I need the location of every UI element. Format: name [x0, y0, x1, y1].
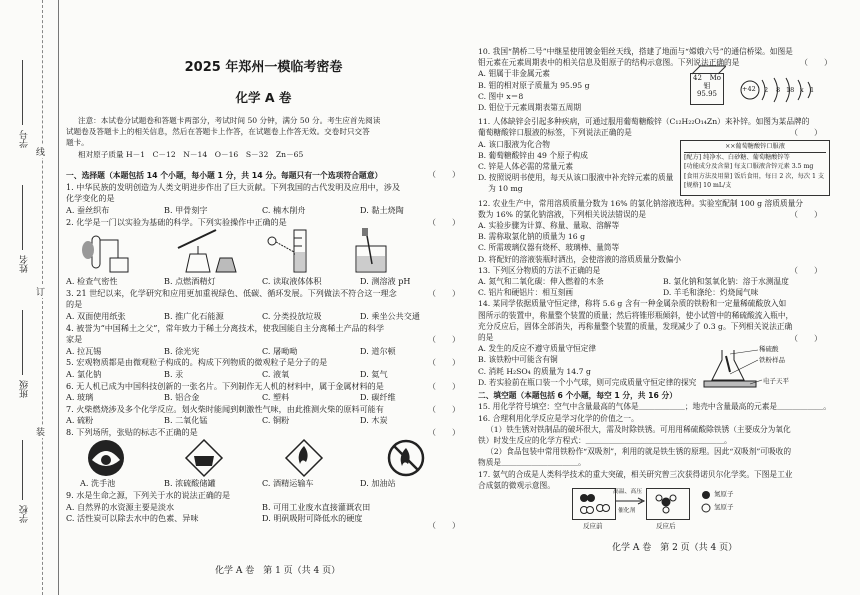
question-3-cont: 的是 [66, 299, 83, 310]
element-name: 钼 [703, 82, 711, 90]
option: B. 浓硫酸储罐 [164, 478, 216, 489]
product-label [680, 140, 830, 196]
answer-paren: （ ） [428, 382, 460, 391]
question-3-options [66, 311, 461, 323]
question-17-cont: 合成氨的微观示意图。 [478, 480, 555, 490]
question-9-options [66, 502, 461, 514]
page-1 [66, 0, 461, 525]
option: A. 洗手池 [80, 478, 116, 489]
option: D. 测溶液 pH [360, 276, 411, 287]
option: D. 羊毛和涤纶：灼烧闻气味 [663, 288, 759, 298]
notice-line: 试题卷及答题卡上的相关信息，然后在答题卡上作答，在试题卷上作答无效。交卷时只交答 [66, 126, 370, 136]
option: A. 钼属于非金属元素 [478, 69, 550, 79]
option: A. 氮气和二氧化碳：伸入燃着的木条 [478, 277, 604, 287]
option: C. 消耗 H₂SO₄ 的质量为 14.7 g [478, 366, 591, 376]
option: B. 二氧化锰 [164, 415, 208, 426]
question-12-cont: 数为 16% 的氯化钠溶液，下列相关说法错误的是 [478, 209, 647, 219]
question-3: 3. 21 世纪以来，化学研究和应用更加重视绿色、低碳、循环发展。下列做法不符合这一理念 [66, 287, 397, 298]
option: D. 道尔顿 [360, 345, 396, 356]
question-4: 4. 被誉为“中国稀土之父”，常年致力于稀土分离技术，使我国能自主分离稀土产品的科学 [66, 322, 385, 333]
question-14-cont: 图所示的装置中，称量整个装置的质量；然后将锥形瓶倾斜，使小试管中的稀硫酸流入瓶中， [478, 310, 794, 320]
option: D. 按照说明书使用，每天从该口服液中补充锌元素的质量 [478, 173, 674, 183]
answer-paren: （ ） [790, 210, 822, 219]
answer-paren: （ ） [428, 428, 460, 437]
answer-paren: （ ） [790, 266, 822, 275]
before-label: 反应前 [583, 522, 603, 530]
option: D. 将配好的溶液装瓶时洒出，会使溶液的溶质质量分数偏小 [478, 254, 681, 264]
option: B. 点燃酒精灯 [164, 276, 216, 287]
cut-mark-ding: 订 [36, 285, 45, 298]
option: A. 检查气密性 [66, 276, 118, 287]
option: C. 液氧 [262, 368, 290, 379]
option: B. 汞 [164, 368, 184, 379]
after-label: 反应后 [656, 522, 676, 530]
option: D. 明矾吸附可降低水的硬度 [262, 513, 363, 524]
option: C. 屠呦呦 [262, 345, 298, 356]
option: D. 加油站 [360, 478, 396, 489]
answer-paren: （ ） [790, 128, 822, 137]
option: B. 需称取氯化钠的质量为 16 g [478, 232, 586, 242]
nucleus-charge: +42 [742, 85, 756, 93]
option: B. 该铁粉中可能含有铜 [478, 355, 558, 365]
apparatus-label-acid: 稀硫酸 [759, 345, 779, 353]
answer-paren: （ ） [428, 218, 460, 227]
name-label: 姓名 [20, 255, 30, 273]
answer-paren: （ ） [428, 358, 460, 367]
option: D. 钼位于元素周期表第五周期 [478, 103, 582, 113]
option: C. 塑料 [262, 392, 290, 403]
apparatus-label-iron: 铁粉样品 [759, 356, 785, 364]
question-6-options [66, 392, 461, 404]
student-id-label: 学号 [20, 130, 30, 148]
option: D. 碳纤维 [360, 392, 396, 403]
option: A. 实验步骤为计算、称量、量取、溶解等 [478, 221, 620, 231]
answer-paren: （ ） [428, 170, 460, 179]
product-label-line: [规格] 10 mL/支 [684, 182, 732, 189]
question-6: 6. 无人机已成为中国科技创新的一张名片。下列制作无人机的材料中，属于金属材料的是 [66, 380, 384, 391]
option: 为 10 mg [478, 184, 523, 194]
question-13-options [478, 287, 848, 298]
option: D. 氦气 [360, 368, 388, 379]
option: C. 活性炭可以除去水中的色素、异味 [66, 513, 199, 524]
question-2-options [66, 276, 461, 288]
question-17: 17. 氨气的合成是人类科学技术的重大突破，相关研究曾三次获得诺贝尔化学奖。下图是工业 [478, 469, 793, 479]
reaction-condition: 高温、高压 [613, 489, 642, 495]
exam-title: 2025 年郑州一模临考密卷 [184, 60, 343, 75]
notice-line: 注意：本试卷分试题卷和答题卡两部分，考试时间 50 分钟，满分 50 分。考生应首先阅读 [78, 116, 381, 125]
question-8-signs [66, 438, 461, 478]
legend-hydrogen: 氢原子 [714, 503, 734, 511]
answer-paren: （ ） [428, 289, 460, 298]
shell-electrons: x [800, 86, 804, 94]
question-1: 1. 中华民族的发明创造为人类文明进步作出了巨大贡献。下列我国的古代发明及应用中，涉及 [66, 181, 401, 192]
tile-3d-edge [692, 64, 726, 76]
option: A. 该口服液为化合物 [478, 139, 550, 149]
question-16-part: 物质是＿＿＿＿＿＿＿＿＿＿。 [478, 458, 586, 468]
answer-paren: （ ） [800, 58, 832, 67]
option: B. 可用工业废水直接灌溉农田 [262, 501, 371, 512]
notice-line: 题卡。 [66, 137, 89, 147]
legend-markers [700, 489, 712, 515]
question-10: 10. 我国“鹊桥二号”中继星使用镀金钼丝天线，搭建了地面与“嫦娥六号”的通信桥梁。如图是 [478, 47, 793, 56]
option: A. 氯化钠 [66, 368, 102, 379]
question-1-cont: 化学变化的是 [66, 193, 115, 204]
question-14: 14. 某同学依据质量守恒定律，称将 5.6 g 含有一种金属杂质的铁粉和一定量稀硫酸放入如 [478, 299, 787, 309]
element-symbol: Mo [709, 74, 721, 82]
class-label: 班级 [20, 380, 30, 398]
product-label-line: [食用方法及用量] 饭后食用，每日 2 次，每次 1 支 [684, 172, 825, 180]
answer-paren: （ ） [428, 405, 460, 414]
safety-signs [66, 438, 461, 478]
answer-paren: （ ） [428, 335, 460, 344]
option: B. 氯化钠和氢氧化钠：溶于水测温度 [663, 277, 789, 287]
question-11: 11. 人体缺锌会引起多种疾病，可通过服用葡萄糖酸锌（C₁₂H₂₂O₁₄Zn）来补锌。如图为某品牌的 [478, 117, 810, 127]
section-1-heading: 一、选择题（本题包括 14 个小题，每小题 1 分，共 14 分。每题只有一个选项符合题意） [66, 171, 383, 181]
option: B. 徐光宪 [164, 345, 200, 356]
option: B. 甲骨刻字 [164, 204, 208, 215]
exam-subtitle: 化学 A 卷 [235, 90, 292, 105]
answer-paren: （ ） [790, 334, 822, 343]
notice [66, 116, 461, 161]
option: D. 乘坐公共交通 [360, 310, 420, 321]
option: B. 推广化石能源 [164, 310, 224, 321]
question-8: 8. 下列场所，张贴的标志不正确的是 [66, 426, 198, 437]
option: A. 发生的反应不遵守质量守恒定律 [478, 344, 597, 354]
question-9: 9. 水是生命之源，下列关于水的说法正确的是 [66, 490, 231, 501]
question-5-options [66, 369, 461, 381]
shell-electrons: 2 [764, 86, 769, 94]
question-16-part: 铁）时发生反应的化学方程式：＿＿＿＿＿＿＿＿＿＿＿＿＿＿＿＿＿＿。 [478, 435, 732, 445]
question-7: 7. 火柴燃烧涉及多个化学反应。划火柴时能闻到刺激性气味，由此推测火柴的原料可能有 [66, 403, 384, 414]
question-4-cont: 家是 [66, 334, 83, 345]
question-9-options [66, 513, 461, 525]
question-5: 5. 宏观物质都是由微观粒子构成的。构成下列物质的微观粒子是分子的是 [66, 357, 328, 368]
option: B. 葡萄糖酸锌由 49 个原子构成 [478, 150, 588, 160]
option: C. 铜粉 [262, 415, 290, 426]
question-1-options [66, 205, 461, 217]
option: D. 黏土烧陶 [360, 204, 404, 215]
question-16-part: （1）铁生锈对铁制品的破坏很大，需及时除铁锈。可用用稀硫酸除铁锈（主要成分为氧化 [486, 424, 791, 434]
question-14-cont: 充分反应后，固体全部消失，再称量整个装置的质量，发现减少了 0.3 g。下列相关说法正确 [478, 321, 793, 331]
element-tile [690, 73, 724, 105]
reaction-catalyst: 催化剂 [618, 508, 636, 514]
question-14-cont: 的是 [478, 333, 494, 343]
atomic-number: 42 [693, 74, 702, 82]
option: C. 图中 x＝8 [478, 91, 524, 101]
question-10-cont: 钼元素在元素周期表中的相关信息及钼原子的结构示意图。下列说法正确的是 [478, 58, 740, 68]
question-2-figures [66, 228, 461, 276]
option: A. 双面使用纸张 [66, 310, 126, 321]
option: A. 自然界的水资源主要是淡水 [66, 501, 175, 512]
legend-nitrogen: 氮原子 [714, 490, 734, 498]
question-15: 15. 用化学符号填空：空气中含量最高的气体是＿＿＿＿＿＿；地壳中含量最高的元素是＿＿＿＿＿＿。 [478, 402, 831, 412]
option: C. 分类投放垃圾 [262, 310, 322, 321]
option: C. 酒精运输车 [262, 478, 314, 489]
option: B. 铝合金 [164, 392, 200, 403]
option: C. 锌是人体必需的常量元素 [478, 162, 574, 172]
atomic-mass-line: 相对原子质量 H－1 C－12 N－14 O－16 S－32 Zn－65 [78, 150, 304, 160]
question-13: 13. 下列区分物质的方法不正确的是 [478, 265, 601, 275]
option: A. 硫粉 [66, 415, 94, 426]
shell-electrons: 18 [786, 86, 795, 94]
shell-electrons: 1 [810, 86, 815, 94]
option: C. 铝片和硬铝片：相互刻画 [478, 288, 574, 298]
question-2: 2. 化学是一门以实验为基础的科学。下列实验操作中正确的是 [66, 216, 287, 227]
cut-mark-zhuang: 装 [36, 425, 45, 438]
question-7-options [66, 415, 461, 427]
option: D. 木炭 [360, 415, 388, 426]
atomic-mass: 95.95 [696, 90, 718, 98]
shell-electrons: 8 [776, 86, 781, 94]
option: A. 拉瓦锡 [66, 345, 102, 356]
page-2-footer: 化学 A 卷 第 2 页（共 4 页） [612, 543, 738, 553]
cut-mark-line: 线 [36, 145, 45, 158]
question-11-cont: 葡萄糖酸锌口服液的标签，下列说法正确的是 [478, 128, 632, 138]
reactant-molecules [572, 488, 616, 518]
question-16-part: （2）食品包装中常用铁粉作“双吸剂”，利用的就是铁生锈的原理。因此“双吸剂”可吸收的 [486, 447, 792, 457]
option: B. 钼的相对原子质量为 95.95 g [478, 80, 590, 90]
school-label: 学校 [20, 505, 30, 523]
option: C. 楠木削舟 [262, 204, 306, 215]
page-1-footer: 化学 A 卷 第 1 页（共 4 页） [215, 566, 341, 576]
section-2-heading: 二、填空题（本题包括 6 个小题，每空 1 分，共 16 分） [478, 391, 677, 401]
product-label-title: ××葡萄糖酸锌口服液 [684, 142, 826, 153]
lab-operation-figures [66, 228, 461, 276]
product-molecules [646, 488, 690, 518]
question-8-options [66, 478, 461, 490]
question-13-options [478, 276, 848, 287]
question-12: 12. 农业生产中，常用溶质质量分数为 16% 的氯化钠溶液选种。实验室配制 100 g 溶质质量分 [478, 198, 803, 208]
option: A. 玻璃 [66, 392, 94, 403]
option: C. 所需玻璃仪器有烧杯、玻璃棒、量筒等 [478, 243, 620, 253]
product-label-line: [功能成分及含量] 每支口服液含锌元素 3.5 mg [684, 163, 814, 170]
question-4-options [66, 346, 461, 358]
option: A. 蚕丝织布 [66, 204, 110, 215]
option: D. 若实验前在瓶口装一个小气球，则可完成质量守恒定律的探究 [478, 377, 697, 387]
option: C. 读取液体体积 [262, 276, 322, 287]
apparatus-label-balance: 电子天平 [763, 377, 789, 385]
answer-paren: （ ） [428, 521, 460, 530]
product-label-line: [配方] 纯净水、白砂糖、葡萄糖酸锌等 [684, 153, 790, 161]
question-16: 16. 合理利用化学反应是学习化学的价值之一。 [478, 413, 639, 423]
